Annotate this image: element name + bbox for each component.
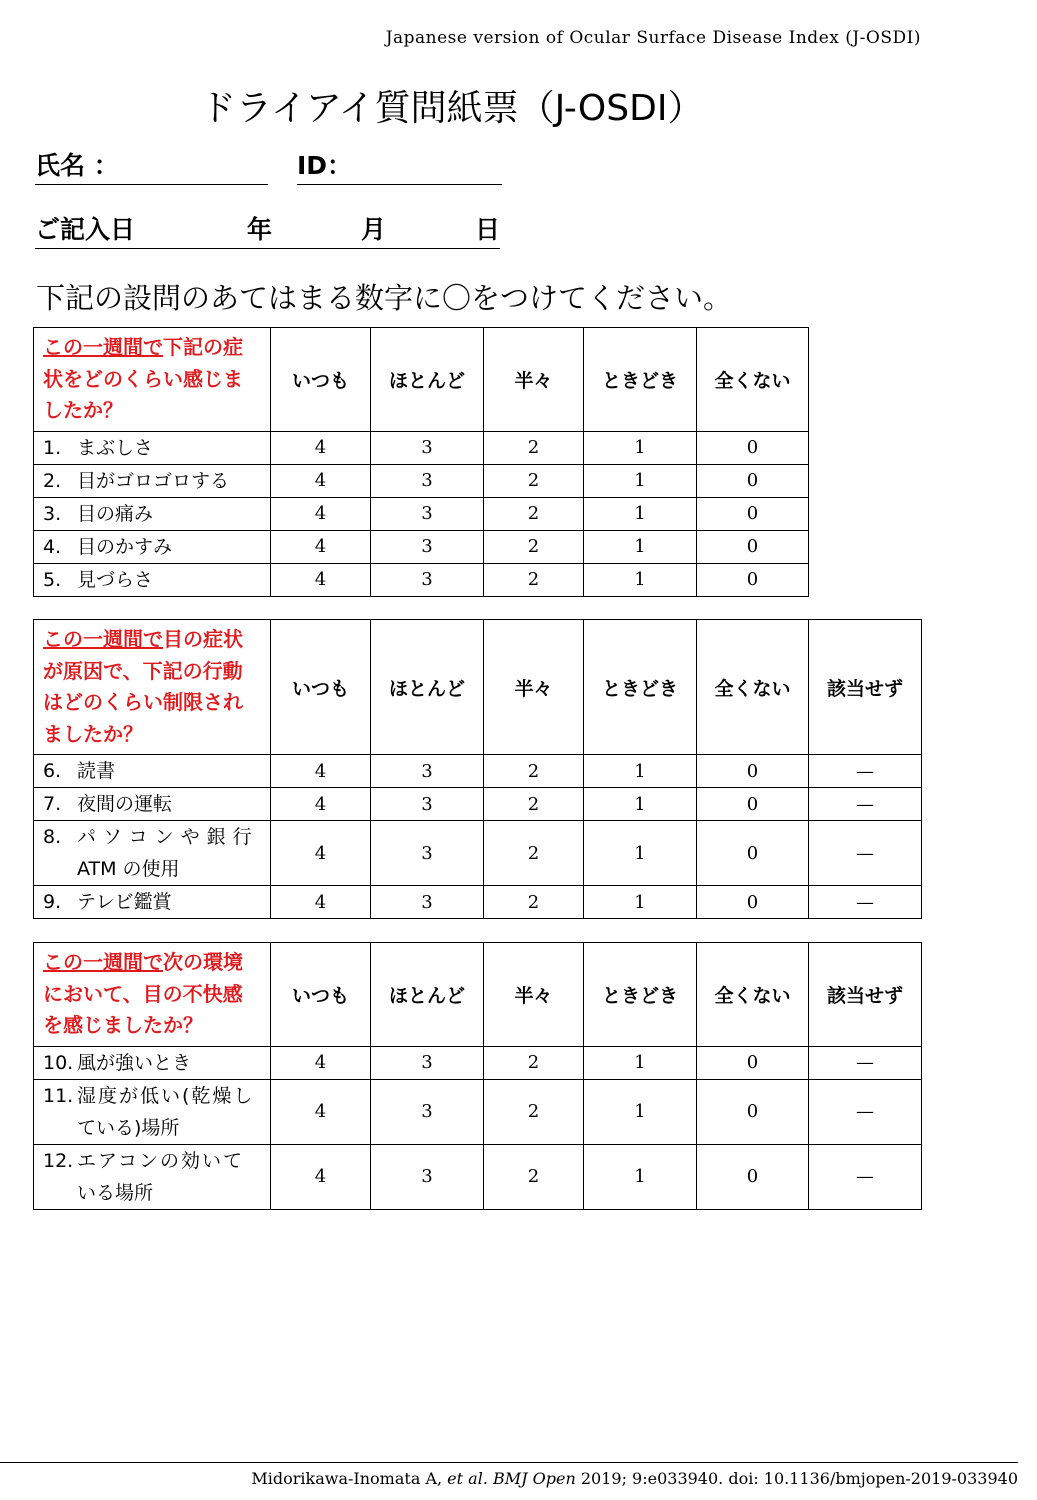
score-option[interactable]: 4 [271,464,371,497]
col-header: いつも [271,328,371,432]
score-option[interactable]: 4 [271,886,371,919]
na-option[interactable]: — [809,1046,922,1079]
score-option[interactable]: 1 [584,431,697,464]
score-option[interactable]: 1 [584,497,697,530]
score-option[interactable]: 0 [697,821,809,886]
score-option[interactable]: 0 [697,886,809,919]
col-header: ほとんど [371,620,484,755]
section-question: この一週間で次の環境において、目の不快感を感じましたか？ [34,943,271,1047]
col-header: ほとんど [371,328,484,432]
score-option[interactable]: 2 [484,431,584,464]
col-header: 該当せず [809,943,922,1047]
instruction: 下記の設問のあてはまる数字に〇をつけてください。 [36,281,733,315]
score-option[interactable]: 1 [584,1144,697,1209]
score-option[interactable]: 1 [584,530,697,563]
score-option[interactable]: 1 [584,563,697,596]
col-header: 半々 [484,943,584,1047]
header-note: Japanese version of Ocular Surface Disease Index (J-OSDI) [385,28,921,48]
table-row: 7. 夜間の運転 4 3 2 1 0 — [34,788,922,821]
table-row: 2. 目がゴロゴロする 4 3 2 1 0 [34,464,809,497]
table-row: 5. 見づらさ 4 3 2 1 0 [34,563,809,596]
na-option[interactable]: — [809,1144,922,1209]
date-year-label: 年 [247,215,273,244]
score-option[interactable]: 4 [271,563,371,596]
score-option[interactable]: 4 [271,1046,371,1079]
col-header: いつも [271,620,371,755]
score-option[interactable]: 3 [371,563,484,596]
col-header: ときどき [584,943,697,1047]
score-option[interactable]: 0 [697,1144,809,1209]
na-option[interactable]: — [809,755,922,788]
score-option[interactable]: 2 [484,464,584,497]
score-option[interactable]: 4 [271,755,371,788]
score-option[interactable]: 4 [271,497,371,530]
score-option[interactable]: 3 [371,755,484,788]
table-row: 8. パソコンや銀行 ATM の使用 4 3 2 1 0 — [34,821,922,886]
score-option[interactable]: 1 [584,886,697,919]
score-option[interactable]: 1 [584,1046,697,1079]
col-header: いつも [271,943,371,1047]
score-option[interactable]: 0 [697,431,809,464]
citation: Midorikawa-Inomata A, et al. BMJ Open 2019; 9:e033940. doi: 10.1136/bmjopen-2019-033940 [251,1469,1018,1488]
id-label: ID： [297,151,353,180]
score-option[interactable]: 4 [271,530,371,563]
id-field[interactable] [297,148,502,185]
page-title: ドライアイ質問紙票（J-OSDI） [200,88,704,129]
na-option[interactable]: — [809,788,922,821]
environment-table [33,942,922,1210]
score-option[interactable]: 0 [697,563,809,596]
col-header: ときどき [584,328,697,432]
name-field[interactable] [35,148,268,185]
score-option[interactable]: 4 [271,1144,371,1209]
date-label: ご記入日 [35,215,136,244]
score-option[interactable]: 3 [371,1046,484,1079]
score-option[interactable]: 2 [484,563,584,596]
score-option[interactable]: 0 [697,530,809,563]
date-field[interactable] [35,212,500,249]
score-option[interactable]: 3 [371,821,484,886]
col-header: ほとんど [371,943,484,1047]
na-option[interactable]: — [809,821,922,886]
score-option[interactable]: 0 [697,1079,809,1144]
col-header: ときどき [584,620,697,755]
score-option[interactable]: 0 [697,497,809,530]
table-row: 6. 読書 4 3 2 1 0 — [34,755,922,788]
score-option[interactable]: 2 [484,530,584,563]
activity-table [33,619,922,919]
score-option[interactable]: 0 [697,788,809,821]
table-row: 1. まぶしさ 4 3 2 1 0 [34,431,809,464]
date-day-label: 日 [475,215,501,244]
score-option[interactable]: 3 [371,431,484,464]
col-header: 半々 [484,620,584,755]
score-option[interactable]: 1 [584,788,697,821]
table-row: 10. 風が強いとき 4 3 2 1 0 — [34,1046,922,1079]
score-option[interactable]: 4 [271,788,371,821]
score-option[interactable]: 2 [484,821,584,886]
score-option[interactable]: 2 [484,886,584,919]
score-option[interactable]: 0 [697,755,809,788]
score-option[interactable]: 0 [697,464,809,497]
score-option[interactable]: 3 [371,788,484,821]
col-header: 全くない [697,328,809,432]
col-header: 全くない [697,943,809,1047]
table-row: 12. エアコンの効いて いる場所 4 3 2 1 0 — [34,1144,922,1209]
table-row: 9. テレビ鑑賞 4 3 2 1 0 — [34,886,922,919]
na-option[interactable]: — [809,1079,922,1144]
score-option[interactable]: 3 [371,530,484,563]
table-row: 3. 目の痛み 4 3 2 1 0 [34,497,809,530]
score-option[interactable]: 2 [484,1046,584,1079]
score-option[interactable]: 4 [271,1079,371,1144]
score-option[interactable]: 2 [484,497,584,530]
table-row: 11. 湿度が低い(乾燥し ている)場所 4 3 2 1 0 — [34,1079,922,1144]
footer-divider [0,1462,1018,1463]
symptom-table [33,327,809,597]
score-option[interactable]: 1 [584,821,697,886]
score-option[interactable]: 3 [371,1144,484,1209]
score-option[interactable]: 1 [584,464,697,497]
score-option[interactable]: 2 [484,788,584,821]
score-option[interactable]: 3 [371,1079,484,1144]
score-option[interactable]: 2 [484,1144,584,1209]
score-option[interactable]: 1 [584,1079,697,1144]
section-question: この一週間で目の症状が原因で、下記の行動はどのくらい制限されましたか？ [34,620,271,755]
name-label: 氏名 ： [35,151,119,180]
na-option[interactable]: — [809,886,922,919]
date-month-label: 月 [361,215,387,244]
score-option[interactable]: 2 [484,1079,584,1144]
score-option[interactable]: 0 [697,1046,809,1079]
table-row: 4. 目のかすみ 4 3 2 1 0 [34,530,809,563]
score-option[interactable]: 4 [271,431,371,464]
score-option[interactable]: 2 [484,755,584,788]
col-header: 全くない [697,620,809,755]
score-option[interactable]: 1 [584,755,697,788]
section-question: この一週間で下記の症状をどのくらい感じましたか？ [34,328,271,432]
col-header: 半々 [484,328,584,432]
col-header: 該当せず [809,620,922,755]
score-option[interactable]: 4 [271,821,371,886]
score-option[interactable]: 3 [371,464,484,497]
score-option[interactable]: 3 [371,497,484,530]
score-option[interactable]: 3 [371,886,484,919]
